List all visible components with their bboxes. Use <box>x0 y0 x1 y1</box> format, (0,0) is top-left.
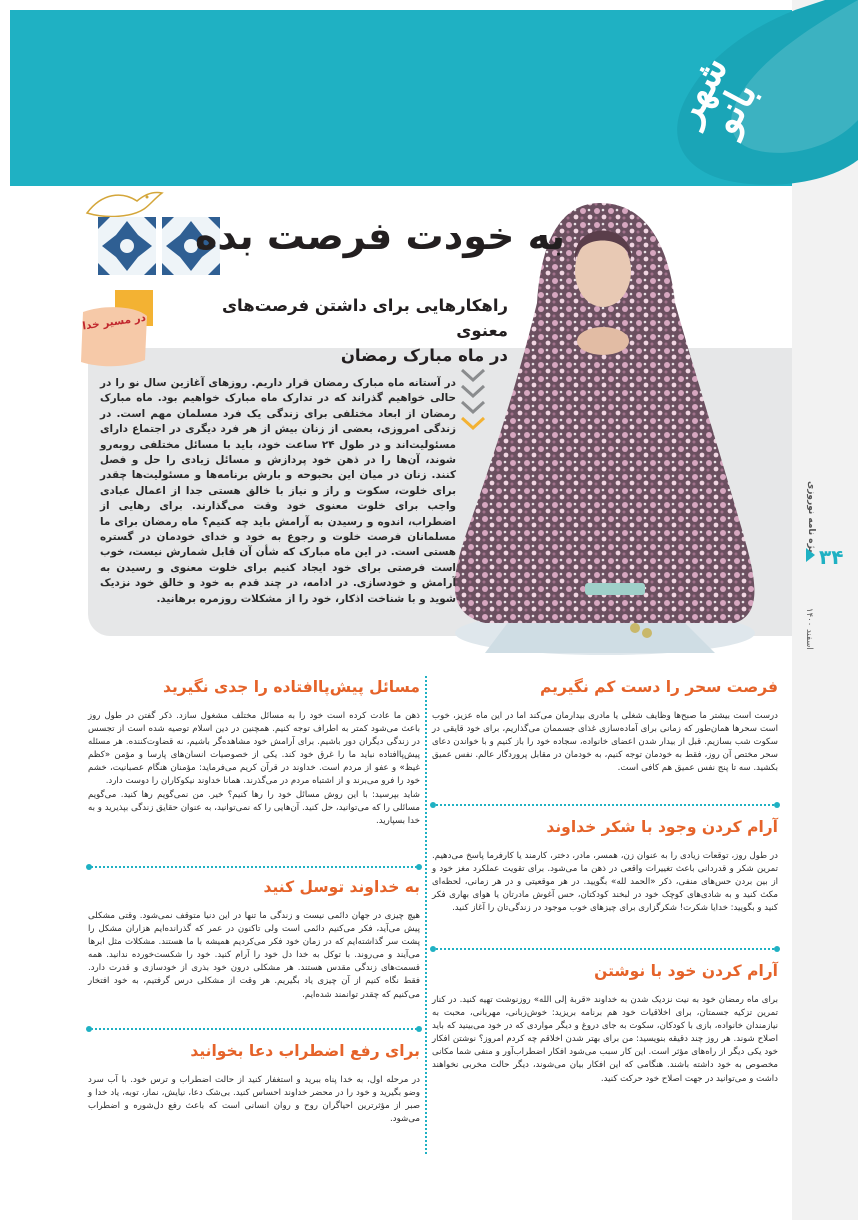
brand-logo: شهر بانو <box>663 48 766 142</box>
section-heading: آرام کردن خود با نوشتن <box>594 962 778 980</box>
article-title: به خودت فرصت بده <box>194 214 565 258</box>
section-prayer <box>88 1038 420 1126</box>
section-trivial <box>88 674 420 828</box>
column-right <box>432 668 778 1158</box>
section-body: ذهن ما عادت کرده است خود را به مسائل مختلف مشغول سازد. ذکر گفتن در طول روز باعث می‌شود کمتر به اطراف توجه کنیم. همچنین در دین اسلام توصیه شده است از تجسس در زندگی دیگران دور باشیم. برای آرامش خود مشاهده‌گر باشیم، نه قضاوت‌کننده. هر مسئله پیش‌پاافتاده نباید ما را غرق خود کند. یکی از خصوصیات انسان‌های پارسا و مؤمن «کظم غیظ» و عفو از مردم است. خداوند در قرآن کریم می‌فرماید: مؤمنان هنگام عصبانیت، خشم خود را فرو می‌برند و از اشتباه مردم در می‌گذرند. همانا خداوند نیکوکاران را دوست دارد. شاید بپرسید: با این روش مسائل خود را رها کنیم؟ خیر. من نمی‌گویم رها کنید. می‌گویم مسائلی را که می‌توانید، حل کنید. آن‌هایی را که نمی‌توانید، به عنوان حقایق زندگی بپذیرید و به خدا بسپارید. <box>88 711 420 826</box>
section-body: برای ماه رمضان خود به نیت نزدیک شدن به خداوند «قربة إلی الله» روزنوشت تهیه کنید. در کنار تمرین تزکیه جسمتان، برای اخلاقیات خود هم برنامه بریزید: خوش‌زبانی، مهربانی، محبت به نیازمندان خانواده، بازی با کودکان، سکوت به جای دروغ و دیگر مواردی که در خود می‌بینید که باید اصلاح شوند. هر روز چند دقیقه بنویسید: من برای بهتر شدن اخلاقم چه کردم امروز؟ نوشتن افکار خود یکی دیگر از راه‌های مؤثر است. این کار سبب می‌شود افکار اضطراب‌آور و منفی شما مکانی مخصوص به خود داشته باشند. هنگامی که این افکار بیان می‌شوند، دیگر حالت مخربی نخواهند داشت و می‌توانید در جهت اصلاح خود حرکت کنید. <box>432 995 778 1084</box>
section-divider <box>432 948 778 950</box>
section-divider <box>432 804 778 806</box>
section-tawassul <box>88 874 420 1002</box>
section-heading: مسائل پیش‌پاافتاده را جدی نگیرید <box>163 678 420 696</box>
section-gratitude <box>432 814 778 915</box>
section-body: در طول روز، توقعات زیادی را به عنوان زن، همسر، مادر، دختر، کارمند یا کارفرما پاسخ می‌دهیم. تمرین شکر و قدردانی باعث تغییرات واقعی در ذهن ما می‌شود. برای تقویت عملکرد مغز خود و از بین بردن حس‌های منفی، ذکر «الحمد لله» بگویید. در هر موقعیتی و در هر زمانی، لحظه‌ای مکث کنید و به شادی‌های کوچک خود در لبخند کودکتان، حس آغوش مادرتان یا هوای بهاری فکر کنید و بگویید: خدایا شکرت! شکرگزاری برای چیزهای خوب موجود در زندگی‌تان را آغاز کنید. <box>432 851 778 914</box>
section-heading: فرصت سحر را دست کم نگیریم <box>539 678 778 696</box>
section-divider <box>88 866 420 868</box>
page-number: ۳۴ <box>806 545 856 573</box>
tile-ornament-icon <box>98 217 156 275</box>
section-dawn <box>432 674 778 775</box>
section-writing <box>432 958 778 1086</box>
column-left <box>88 668 420 1158</box>
section-heading: به خداوند توسل کنید <box>263 878 420 896</box>
category-tag: در مسیر خدا <box>81 311 147 333</box>
issue-label: ویژه نامه نوروزی <box>806 481 816 559</box>
section-body: درست است بیشتر ما صبح‌ها وظایف شغلی یا مادری بیدارمان می‌کند اما در این ماه عزیز، خوب است سحرها همان‌طور که زمانی برای آماده‌سازی غذای جسممان می‌گذاریم، برای خود قایقی در سکوت شب بسازیم. قبل از بیدار شدن اعضای خانواده، سجاده خود را باز کنیم و با خواندن دعای سحر مختص آن روز، فقط به خودمان توجه کنیم، به خودمان در مقابل پروردگار عالم. نفس عمیق بکشید. سه تا پنج نفس عمیق هم کافی است. <box>432 711 778 774</box>
section-body: در مرحله اول، به خدا پناه ببرید و استغفار کنید از حالت اضطراب و ترس خود. با آب سرد وضو بگیرید و خود را در محضر خداوند احساس کنید. بی‌شک دعا، نیایش، نماز، توبه، یاد خدا و صبر از مؤثرترین احیاگران روح و روان انسانی است که باعث رفع دل‌شوره و اضطراب می‌شود. <box>88 1075 420 1125</box>
section-body: هیچ چیزی در جهان دائمی نیست و زندگی ما تنها در این دنیا متوقف نمی‌شود. وقتی مشکلی پیش می‌آید، فکر می‌کنیم دائمی است ولی تاکنون در عمر که گذرانده‌ایم هزاران مشکل را پشت سر گذاشته‌ایم که در زمان خود فکر می‌کردیم همیشه با ما هستند. مشکلات مثل ابرها می‌آیند و می‌روند. با توکل به خدا دل خود را آرام کنید. خود را شکست‌خورده ندانید. همه قسمت‌های زندگی مقدس هستند. هر مشکلی درون خود بذری از خودسازی و قدرت دارد. فقط نگاه کنیم از آن چیزی یاد بگیریم. هر وقت از مشکلی درس گرفتیم، به خود افتخار می‌کنیم که چقدر توانمند شده‌ایم. <box>88 911 420 1000</box>
page-arrow-icon <box>806 548 815 562</box>
section-heading: آرام کردن وجود با شکر خداوند <box>546 818 778 836</box>
chevron-down-icon <box>460 366 486 430</box>
article-subtitle: راهکارهایی برای داشتن فرصت‌های معنوی در ماه مبارک رمضان <box>221 296 508 365</box>
section-heading: برای رفع اضطراب دعا بخوانید <box>190 1042 420 1060</box>
column-divider <box>425 676 427 1154</box>
section-divider <box>88 1028 420 1030</box>
issue-date: اسفند ۱۴۰۰ <box>804 608 814 650</box>
article-intro: در آستانه ماه مبارک رمضان قرار داریم. روزهای آغازین سال نو را در حالی خواهیم گذراند که در تدارک ماه مبارک خواهیم بود. ماه مبارک رمضان از ابعاد مختلفی برای زندگی یک فرد مسلمان مهم است. در زندگی امروزی، بعضی از زنان بیش از هر فرد دیگری در اجتماع دارای مسئولیت‌اند و در طول ۲۴ ساعت خود، باید با مسائل مختلفی روبه‌رو شوند، آن‌ها را در ذهن خود پردازش و مسائل زیادی را حل و فصل کنند. زنان در میان این بحبوحه و بارش برنامه‌ها و مسئولیت‌ها چقدر برای خلوت، سکوت و راز و نیاز با خالق هستی جدا از اعمال عبادی واجب برای خلوت معنوی خود وقت می‌گذارند. برای رهایی از اضطراب، اندوه و رسیدن به آرامش باید چه کنیم؟ ماه رمضان برای ما مسلمانان فرصت خلوت و رجوع به خود و خدای خودمان در گستره هستی است. در این ماه مبارک که شأن آن قابل شمارش نیست، خوب است فرصتی برای خود ایجاد کنیم برای خلوت معنوی و رسیدن به آرامش و خودسازی. در ادامه، در چند قدم به خود و خالق خود نزدیک شوید و با شناخت اذکار، خود را از مشکلات روزمره برهانید. <box>100 377 456 605</box>
